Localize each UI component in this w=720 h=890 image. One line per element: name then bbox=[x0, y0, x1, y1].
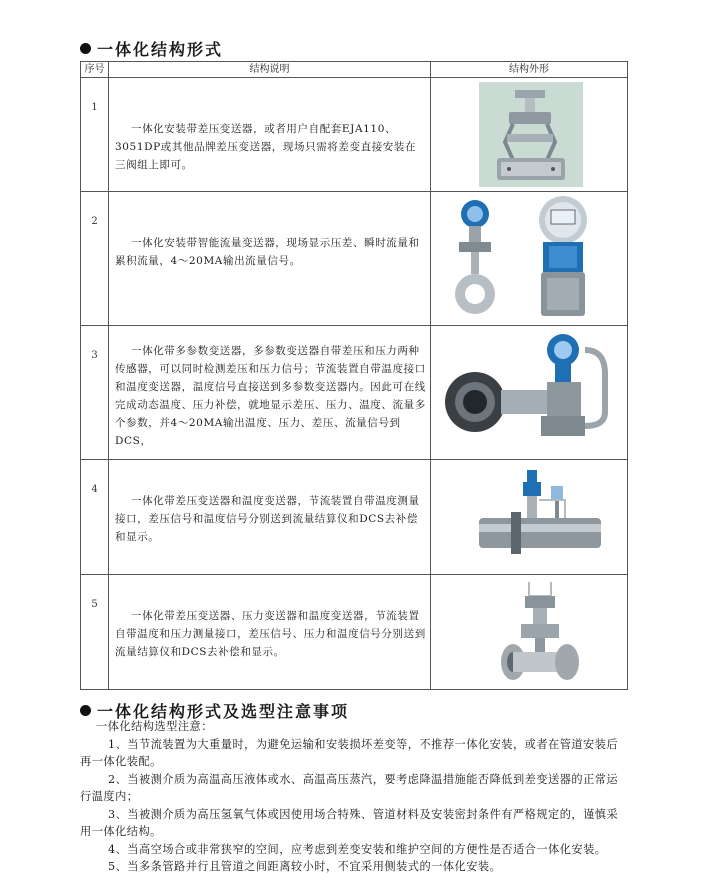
flanged-flowmeter-photo bbox=[499, 578, 581, 686]
row-image-cell bbox=[431, 326, 628, 460]
section-title-2-text: 一体化结构形式及选型注意事项 bbox=[97, 702, 350, 721]
row-number: 3 bbox=[81, 326, 109, 460]
flowmeter-with-valve-manifold-photo bbox=[479, 82, 583, 187]
header-num: 序号 bbox=[81, 62, 109, 78]
table-header-row bbox=[81, 62, 628, 78]
bullet-icon bbox=[80, 705, 91, 716]
pipe-mounted-transmitter-photo bbox=[479, 466, 601, 566]
note-item: 1、当节流装置为大重量时，为避免运输和安装损坏差变等，不推荐一体化安装，或者在管道安装后再一体化装配。 bbox=[80, 737, 619, 768]
row-number: 2 bbox=[81, 192, 109, 326]
table-row bbox=[81, 78, 628, 192]
row-number: 5 bbox=[81, 575, 109, 690]
row-description: 一体化带差压变送器和温度变送器，节流装置自带温度测量接口，差压信号和温度信号分别送到流量结算仪和DCS去补偿和显示。 bbox=[109, 460, 431, 575]
row-image-cell bbox=[431, 78, 628, 192]
table-row bbox=[81, 326, 628, 460]
row-image-cell bbox=[431, 575, 628, 690]
table-row bbox=[81, 460, 628, 575]
row-image-cell bbox=[431, 192, 628, 326]
structure-table bbox=[80, 61, 628, 690]
selection-notes bbox=[80, 718, 628, 876]
section-title-1 bbox=[80, 37, 223, 60]
smart-flow-transmitter-photo bbox=[445, 196, 621, 321]
section-title-1-text: 一体化结构形式 bbox=[97, 40, 224, 59]
table-row bbox=[81, 575, 628, 690]
row-number: 4 bbox=[81, 460, 109, 575]
multiparameter-transmitter-photo bbox=[445, 330, 623, 455]
row-description: 一体化带差压变送器、压力变送器和温度变送器，节流装置自带温度和压力测量接口，差压信号、压力和温度信号分别送到流量结算仪和DCS去补偿和显示。 bbox=[109, 575, 431, 690]
row-description: 一体化安装带差压变送器，或者用户自配套EJA110、3051DP或其他品牌差压变送器，现场只需将差变直接安装在三阀组上即可。 bbox=[109, 78, 431, 192]
row-description: 一体化安装带智能流量变送器，现场显示压差、瞬时流量和累积流量，4～20MA输出流量信号。 bbox=[109, 192, 431, 326]
row-description: 一体化带多参数变送器，多参数变送器自带差压和压力两种传感器，可以同时检测差压和压力信号；节流装置自带温度接口和温度变送器，温度信号直接送到多参数变送器内。因此可在线完成动态温度、压力补偿，就地显示差压、压力、温度、流量多个参数，并4～20MA输出温度、压力、差压、流量信号到DCS， bbox=[109, 326, 431, 460]
header-shape: 结构外形 bbox=[431, 62, 628, 78]
header-desc: 结构说明 bbox=[109, 62, 431, 78]
bullet-icon bbox=[80, 43, 91, 54]
notes-intro: 一体化结构选型注意： bbox=[96, 720, 213, 733]
note-item: 2、当被测介质为高温高压液体或水、高温高压蒸汽，要考虑降温措施能否降低到差变送器的正常运行温度内； bbox=[80, 772, 619, 803]
note-item: 5、当多条管路并行且管道之间距离较小时，不宜采用侧装式的一体化安装。 bbox=[108, 860, 502, 873]
row-image-cell bbox=[431, 460, 628, 575]
table-row bbox=[81, 192, 628, 326]
note-item: 3、当被测介质为高压氢氧气体或因使用场合特殊、管道材料及安装密封条件有严格规定的，谨慎采用一体化结构。 bbox=[80, 807, 619, 838]
row-number: 1 bbox=[81, 78, 109, 192]
note-item: 4、当高空场合或非常狭窄的空间，应考虑到差变安装和维护空间的方便性是否适合一体化安装。 bbox=[108, 842, 607, 856]
